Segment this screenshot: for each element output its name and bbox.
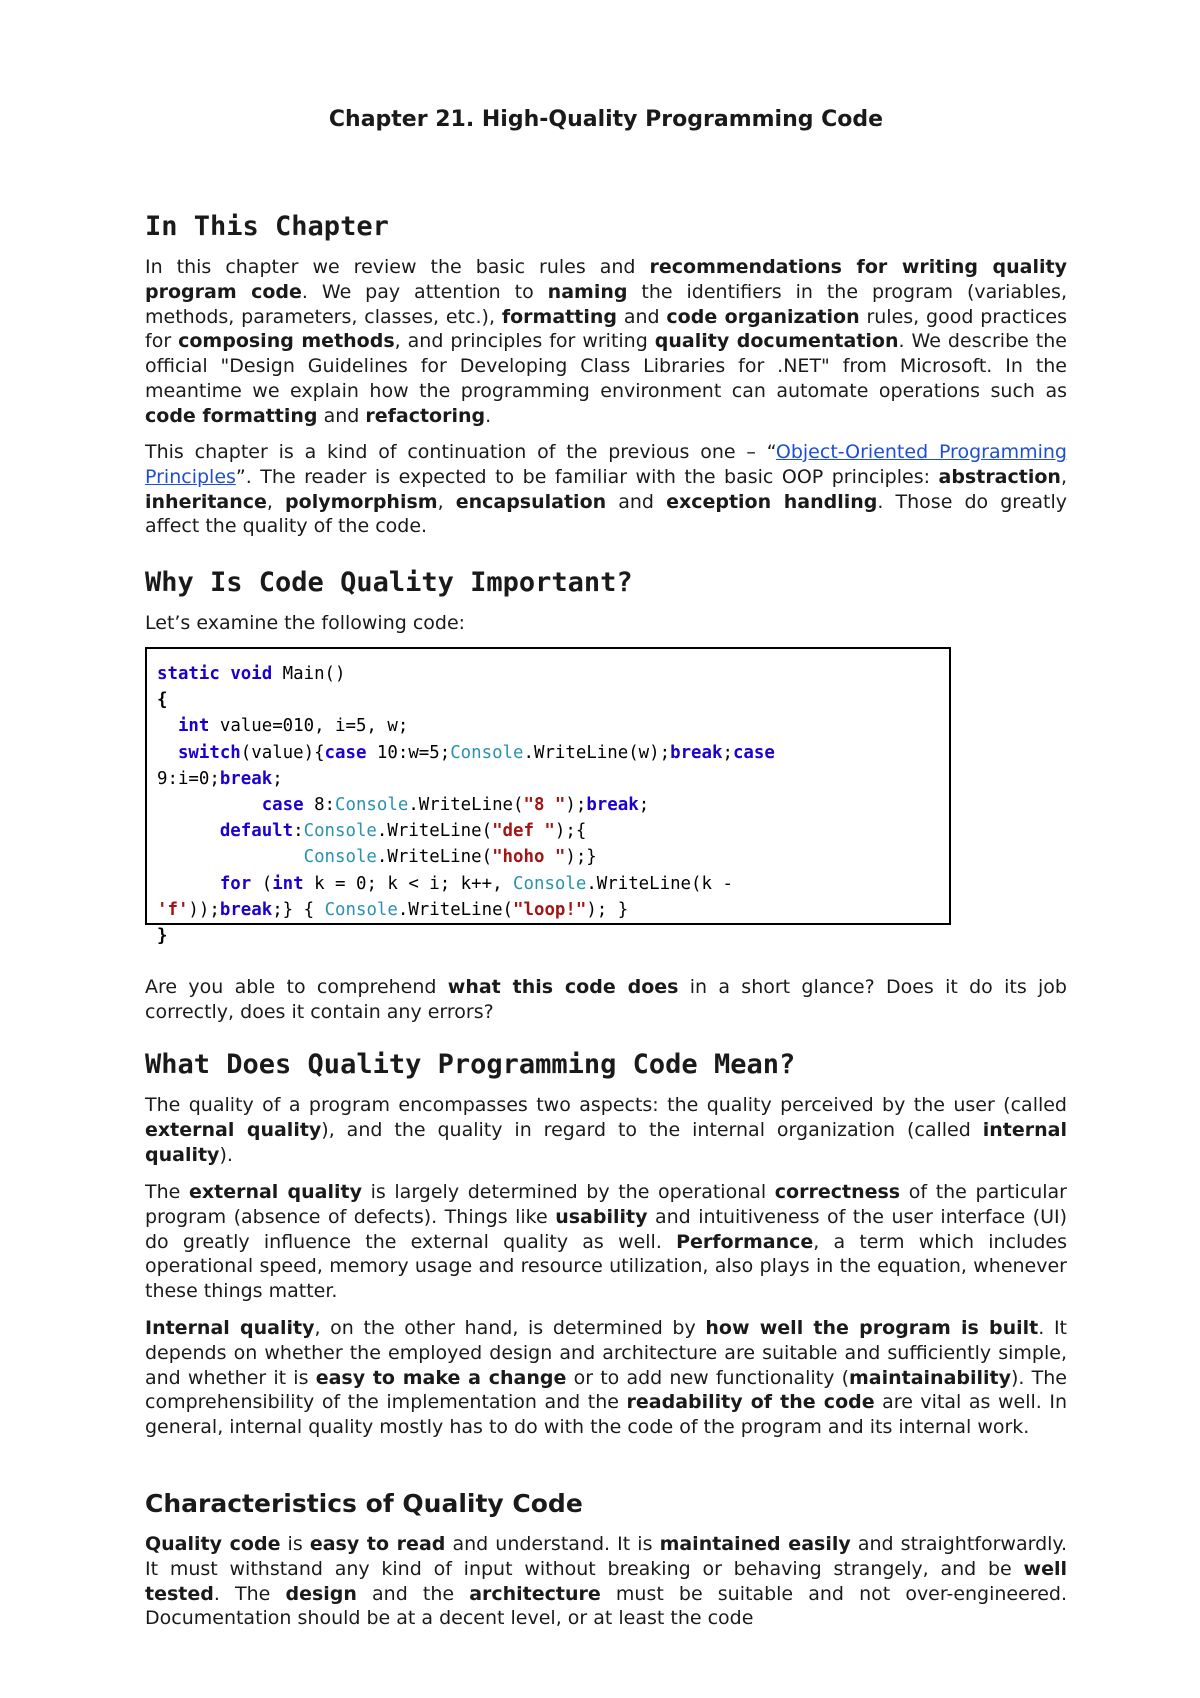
section-heading-why-quality: Why Is Code Quality Important? [145,567,633,598]
section-heading-in-this-chapter: In This Chapter [145,211,389,242]
code-listing [145,647,951,947]
intro-paragraph-2: This chapter is a kind of continuation of the previous one – “Object-Oriented Programming Principles”. The reader is expected to be familiar with the basic OOP principles: abstraction, inheritance, polymorphism, encapsulation and exception handling. Those do greatly affect the quality of the code. [145,441,1067,538]
chapter-title: Chapter 21. High-Quality Programming Code [328,107,884,132]
code-block: static void Main() { int value=010, i=5, w; switch(value){case 10:w=5;Console.WriteLine(w);break;case 9:i=0;break; case 8:Console.WriteLine("8 ");break; default:Console.WriteLine("def ");{ Console.WriteLine("hoho ");} for (int k = 0; k < i; k++, Console.WriteLine(k - 'f'));break;} { Console.WriteLine("loop!"); } } [157,664,775,947]
code-lead-text: Let’s examine the following code: [145,612,466,634]
meaning-paragraph-3: Internal quality, on the other hand, is determined by how well the program is built. It depends on whether the employed design and architecture are suitable and sufficiently simple, and whether it is easy to make a change or to add new functionality (maintainability). The comprehensibility of the implementation and the readability of the code are vital as well. In general, internal quality mostly has to do with the code of the program and its internal work. [145,1317,1068,1439]
intro-paragraph-1: In this chapter we review the basic rules and recommendations for writing quality program code. We pay attention to naming the identifiers in the program (variables, methods, parameters, classes, etc.), formatting and code organization rules, good practices for composing methods, and principles for writing quality documentation. We describe the official "Design Guidelines for Developing Class Libraries for .NET" from Microsoft. In the meantime we explain how the programming environment can automate operations such as code formatting and refactoring. [145,256,1068,427]
oop-principles-link[interactable]: Object-Oriented Programming Principles [145,441,1067,488]
section-heading-characteristics: Characteristics of Quality Code [145,1489,583,1518]
section-heading-quality-meaning: What Does Quality Programming Code Mean? [145,1049,796,1080]
meaning-paragraph-1: The quality of a program encompasses two aspects: the quality perceived by the user (called external quality), and the quality in regard to the internal organization (called internal quality). [145,1094,1067,1166]
code-question-paragraph: Are you able to comprehend what this code does in a short glance? Does it do its job correctly, does it contain any errors? [145,976,1067,1023]
characteristics-paragraph: Quality code is easy to read and understand. It is maintained easily and straightforwardly. It must withstand any kind of input without breaking or behaving strangely, and be well tested. The design and the architecture must be suitable and not over-engineered. Documentation should be at a decent level, or at least the code [145,1533,1067,1630]
meaning-paragraph-2: The external quality is largely determined by the operational correctness of the particular program (absence of defects). Things like usability and intuitiveness of the user interface (UI) do greatly influence the external quality as well. Performance, a term which includes operational speed, memory usage and resource utilization, also plays in the equation, whenever these things matter. [145,1181,1067,1303]
